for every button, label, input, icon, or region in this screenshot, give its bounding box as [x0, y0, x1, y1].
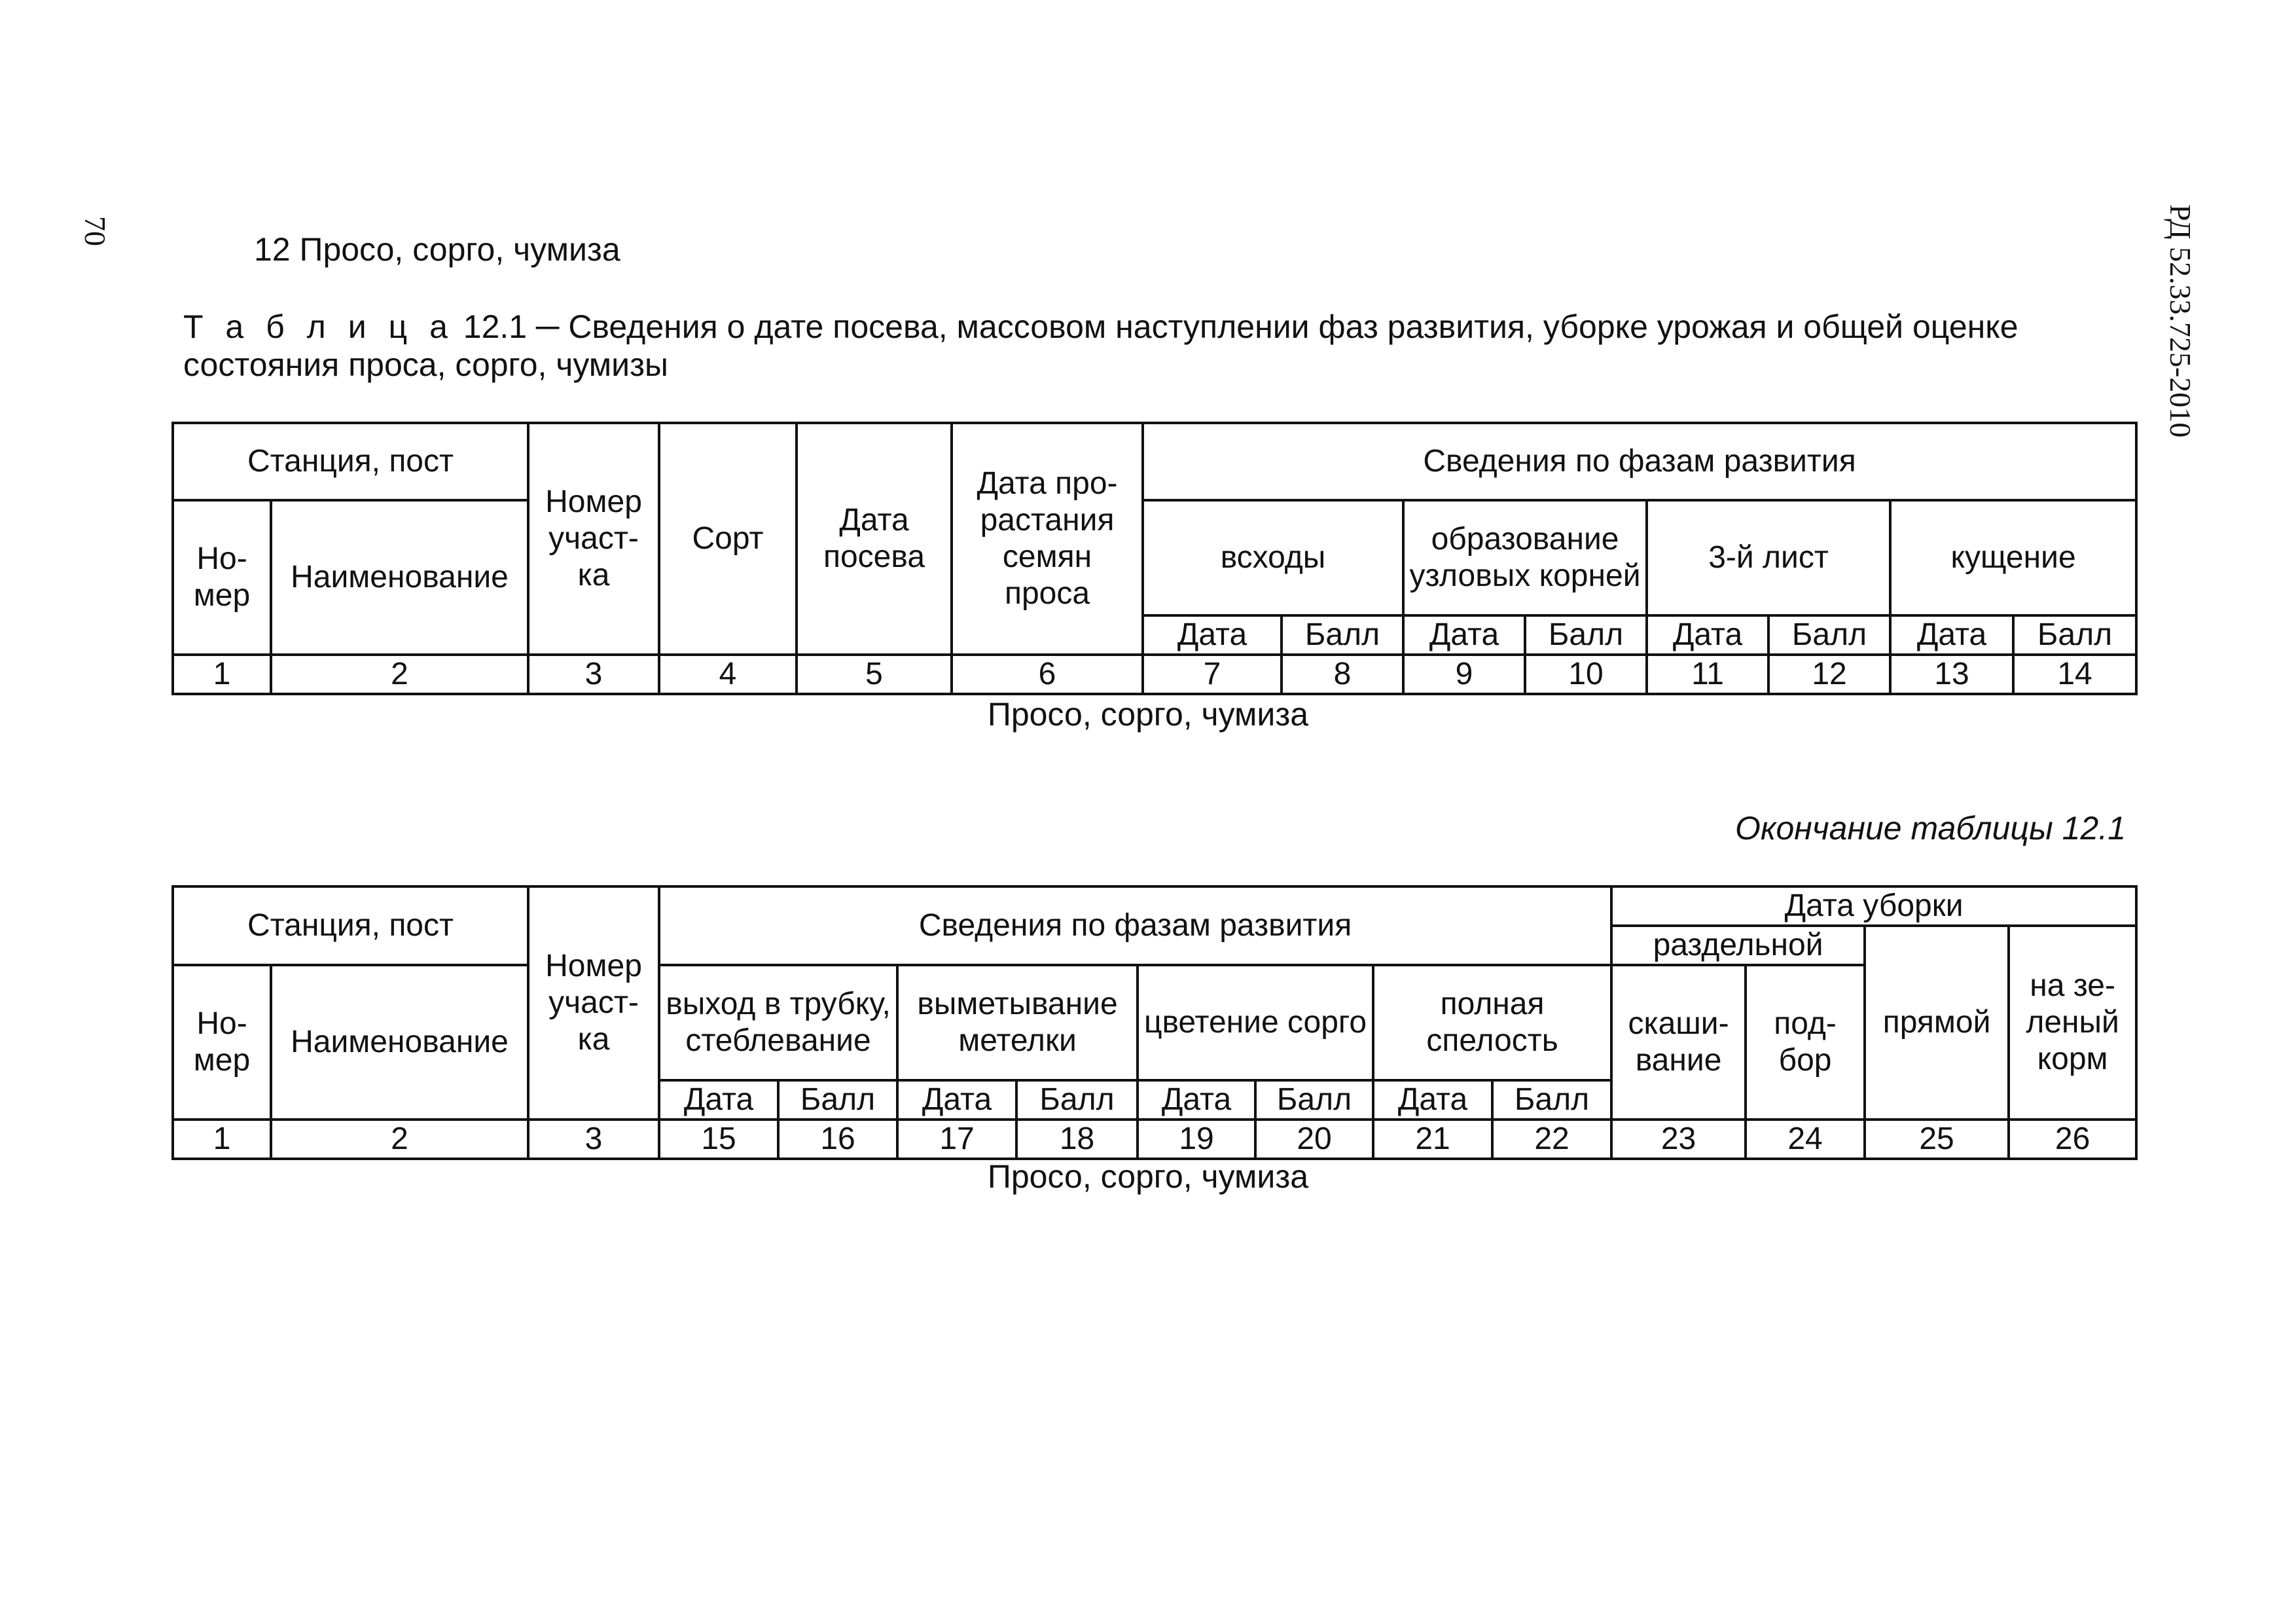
column-number: 7 — [1143, 655, 1282, 694]
subheader-score: Балл — [1255, 1080, 1373, 1120]
subheader-date: Дата — [1403, 615, 1525, 655]
column-number: 2 — [271, 655, 528, 694]
subheader-score: Балл — [778, 1080, 897, 1120]
column-number: 1 — [173, 655, 271, 694]
column-number-row — [173, 1120, 2136, 1159]
phase-panicle-emergence: выметывание метелки — [897, 965, 1138, 1080]
column-number: 12 — [1768, 655, 1890, 694]
continuation-label: Окончание таблицы 12.1 — [1734, 810, 2126, 847]
column-number: 26 — [2009, 1120, 2136, 1159]
table1-row-label: Просо, сорго, чумиза — [987, 696, 1309, 733]
header-station-post: Станция, пост — [173, 886, 528, 965]
subheader-date: Дата — [1647, 615, 1768, 655]
column-number: 6 — [952, 655, 1143, 694]
column-number: 9 — [1403, 655, 1525, 694]
phase-nodal-roots: образование узловых корней — [1403, 500, 1647, 615]
header-name: Наименование — [271, 965, 528, 1120]
header-phases: Сведения по фазам развития — [659, 886, 1611, 965]
phase-sorghum-flowering: цветение сорго — [1138, 965, 1373, 1080]
column-number: 10 — [1525, 655, 1647, 694]
column-number: 13 — [1890, 655, 2013, 694]
header-station-post: Станция, пост — [173, 423, 528, 500]
column-number: 11 — [1647, 655, 1768, 694]
column-number: 23 — [1611, 1120, 1746, 1159]
subheader-score: Балл — [1768, 615, 1890, 655]
header-number: Но-мер — [173, 500, 271, 655]
table-12-1 — [171, 422, 2138, 695]
page-number: 70 — [79, 216, 112, 246]
phase-full-ripeness: полная спелость — [1373, 965, 1611, 1080]
column-number: 18 — [1016, 1120, 1138, 1159]
column-number: 14 — [2013, 655, 2136, 694]
table-12-1-continuation — [171, 885, 2138, 1160]
section-title: 12 Просо, сорго, чумиза — [254, 231, 620, 268]
subheader-date: Дата — [1373, 1080, 1492, 1120]
subheader-score: Балл — [1492, 1080, 1611, 1120]
column-number: 2 — [271, 1120, 528, 1159]
column-number: 15 — [659, 1120, 778, 1159]
caption-text: 12.1 ─ Сведения о дате посева, массовом наступлении фаз развития, уборке урожая и общей оценке состояния проса, сорго, чумизы — [183, 308, 2018, 383]
column-number: 8 — [1282, 655, 1403, 694]
header-direct-harvest: прямой — [1865, 926, 2009, 1120]
subheader-date: Дата — [1890, 615, 2013, 655]
subheader-score: Балл — [1016, 1080, 1138, 1120]
phase-third-leaf: 3-й лист — [1647, 500, 1890, 615]
header-green-fodder: на зе-леный корм — [2009, 926, 2136, 1120]
phase-booting: выход в трубку, стеблевание — [659, 965, 897, 1080]
subheader-score: Балл — [2013, 615, 2136, 655]
table-caption — [183, 308, 2134, 384]
column-number: 5 — [797, 655, 952, 694]
table2-row-label: Просо, сорго, чумиза — [987, 1158, 1309, 1195]
column-number: 25 — [1865, 1120, 2009, 1159]
column-number-row — [173, 655, 2136, 694]
phase-tillering: кущение — [1890, 500, 2136, 615]
column-number: 3 — [528, 1120, 659, 1159]
column-number: 19 — [1138, 1120, 1255, 1159]
subheader-date: Дата — [659, 1080, 778, 1120]
header-pickup: под-бор — [1746, 965, 1865, 1120]
header-phases: Сведения по фазам развития — [1143, 423, 2136, 500]
column-number: 21 — [1373, 1120, 1492, 1159]
header-harvest-date: Дата уборки — [1611, 886, 2136, 926]
header-sowing-date: Дата посева — [797, 423, 952, 655]
caption-label: Т а б л и ц а — [183, 308, 454, 345]
column-number: 1 — [173, 1120, 271, 1159]
header-name: Наименование — [271, 500, 528, 655]
document-code: РД 52.33.725-2010 — [2164, 204, 2197, 438]
subheader-date: Дата — [1143, 615, 1282, 655]
phase-emergence: всходы — [1143, 500, 1403, 615]
header-germination-date: Дата про-растания семян проса — [952, 423, 1143, 655]
subheader-score: Балл — [1282, 615, 1403, 655]
header-number: Но-мер — [173, 965, 271, 1120]
column-number: 17 — [897, 1120, 1016, 1159]
column-number: 3 — [528, 655, 659, 694]
header-separate-harvest: раздельной — [1611, 926, 1865, 965]
column-number: 16 — [778, 1120, 897, 1159]
subheader-score: Балл — [1525, 615, 1647, 655]
header-mowing: скаши-вание — [1611, 965, 1746, 1120]
subheader-date: Дата — [1138, 1080, 1255, 1120]
subheader-date: Дата — [897, 1080, 1016, 1120]
header-plot-number: Номер участ-ка — [528, 886, 659, 1120]
column-number: 4 — [659, 655, 797, 694]
header-plot-number: Номер участ-ка — [528, 423, 659, 655]
column-number: 20 — [1255, 1120, 1373, 1159]
header-variety: Сорт — [659, 423, 797, 655]
column-number: 24 — [1746, 1120, 1865, 1159]
column-number: 22 — [1492, 1120, 1611, 1159]
